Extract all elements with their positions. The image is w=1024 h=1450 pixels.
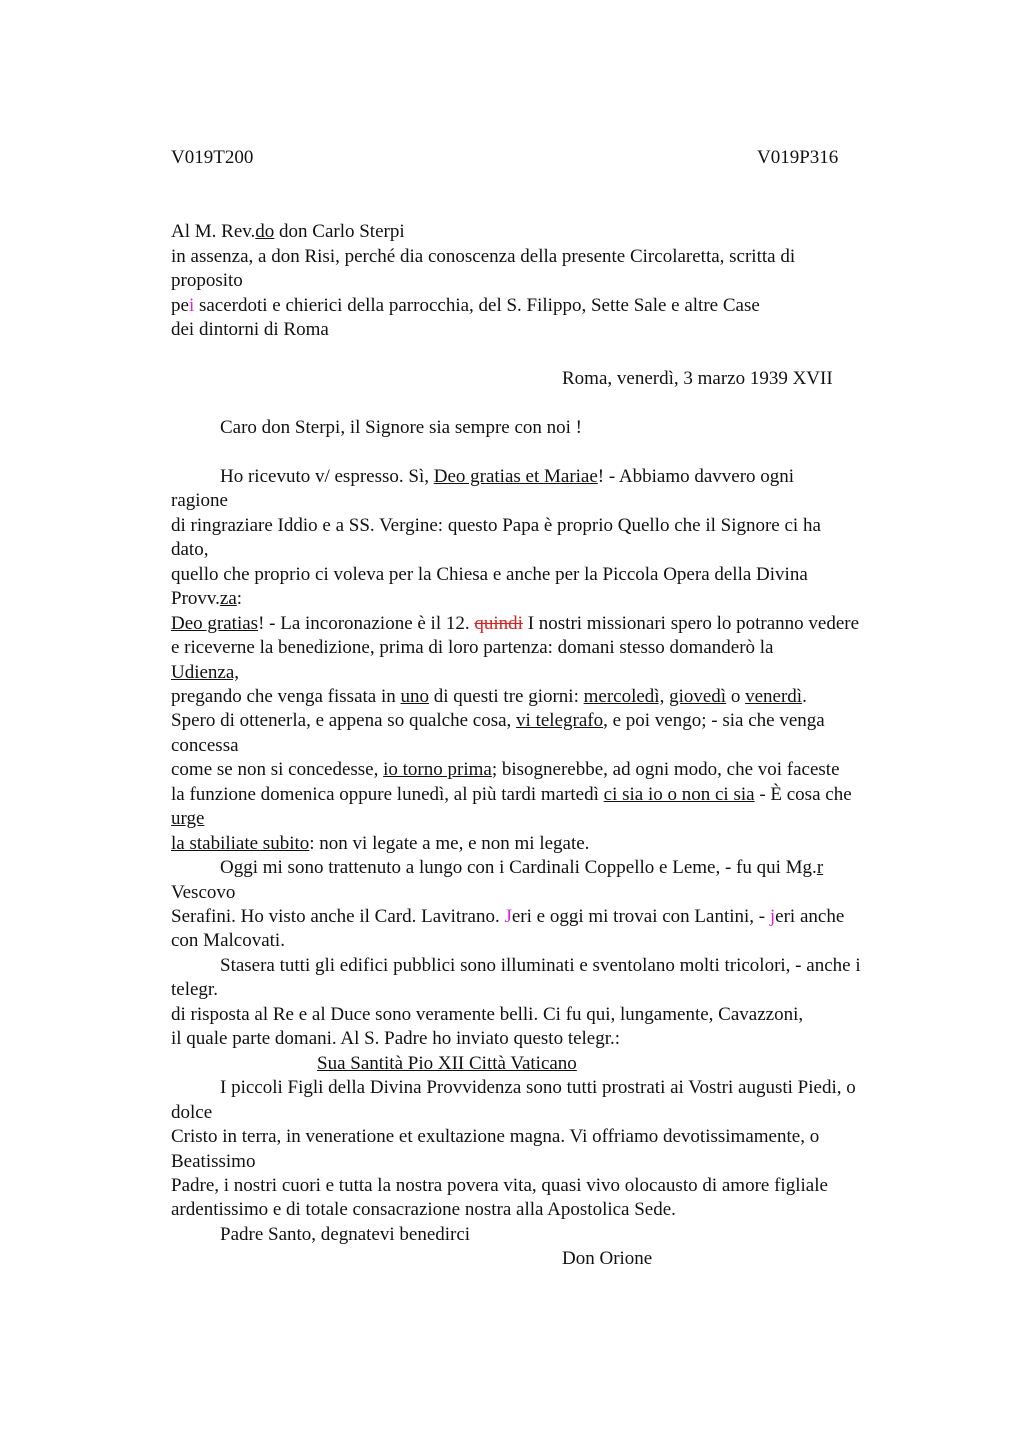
body-line: quello che proprio ci voleva per la Chiesa e anche per la Piccola Opera della Divina xyxy=(171,564,808,585)
greeting: Caro don Sterpi, il Signore sia sempre con noi ! xyxy=(220,417,582,438)
body-line: telegr. xyxy=(171,979,218,1000)
telegram-line: Cristo in terra, in veneratione et exultazione magna. Vi offriamo devotissimamente, o xyxy=(171,1126,820,1147)
body-line: Spero di ottenerla, e appena so qualche cosa, vi telegrafo, e poi vengo; - sia che venga xyxy=(171,710,825,731)
telegram-line: I piccoli Figli della Divina Provvidenza sono tutti prostrati ai Vostri augusti Piedi, o xyxy=(220,1077,856,1098)
document-code-right: V019P316 xyxy=(757,147,839,168)
body-line: di risposta al Re e al Duce sono veramente belli. Ci fu qui, lungamente, Cavazzoni, xyxy=(171,1004,804,1025)
address-line: pei sacerdoti e chierici della parrocchia, del S. Filippo, Sette Sale e altre Case xyxy=(171,295,760,316)
body-line: dato, xyxy=(171,539,209,560)
document-code-left: V019T200 xyxy=(171,147,254,168)
body-line: pregando che venga fissata in uno di questi tre giorni: mercoledì, giovedì o venerdì. xyxy=(171,686,807,707)
body-line: come se non si concedesse, io torno prima; bisognerebbe, ad ogni modo, che voi faceste xyxy=(171,759,840,780)
body-line: Serafini. Ho visto anche il Card. Lavitrano. Jeri e oggi mi trovai con Lantini, - jeri anche xyxy=(171,906,845,927)
body-line: Deo gratias! - La incoronazione è il 12. quindi I nostri missionari spero lo potranno vedere xyxy=(171,613,860,634)
body-line: Oggi mi sono trattenuto a lungo con i Cardinali Coppello e Leme, - fu qui Mg.r xyxy=(220,857,824,878)
address-line: Al M. Rev.do don Carlo Sterpi xyxy=(171,221,405,242)
body-line: Vescovo xyxy=(171,882,236,903)
telegram-line: Padre, i nostri cuori e tutta la nostra povera vita, quasi vivo olocausto di amore figliale xyxy=(171,1175,828,1196)
body-line: di ringraziare Iddio e a SS. Vergine: questo Papa è proprio Quello che il Signore ci ha xyxy=(171,515,821,536)
telegram-line: dolce xyxy=(171,1102,213,1123)
body-line: concessa xyxy=(171,735,239,756)
letter-date: Roma, venerdì, 3 marzo 1939 XVII xyxy=(562,368,833,389)
body-line: Ho ricevuto v/ espresso. Sì, Deo gratias et Mariae! - Abbiamo davvero ogni xyxy=(220,466,795,487)
telegram-line: Beatissimo xyxy=(171,1151,256,1172)
body-line: e riceverne la benedizione, prima di loro partenza: domani stesso domanderò la xyxy=(171,637,774,658)
signature: Don Orione xyxy=(562,1248,653,1269)
telegram-line: Padre Santo, degnatevi benedirci xyxy=(220,1224,471,1245)
address-line: dei dintorni di Roma xyxy=(171,319,329,340)
body-line: la stabiliate subito: non vi legate a me, e non mi legate. xyxy=(171,833,590,854)
body-line: Udienza, xyxy=(171,662,240,683)
body-line: urge xyxy=(171,808,205,829)
body-line: ragione xyxy=(171,490,228,511)
body-line: con Malcovati. xyxy=(171,930,285,951)
address-line: proposito xyxy=(171,270,243,291)
body-line: Provv.za: xyxy=(171,588,243,609)
body-line: Stasera tutti gli edifici pubblici sono illuminati e sventolano molti tricolori, - anche i xyxy=(220,955,861,976)
address-line: in assenza, a don Risi, perché dia conoscenza della presente Circolaretta, scritta di xyxy=(171,246,796,267)
telegram-line: ardentissimo e di totale consacrazione nostra alla Apostolica Sede. xyxy=(171,1199,676,1220)
body-line: il quale parte domani. Al S. Padre ho inviato questo telegr.: xyxy=(171,1028,621,1049)
telegram-address: Sua Santità Pio XII Città Vaticano xyxy=(317,1053,577,1074)
body-line: la funzione domenica oppure lunedì, al più tardi martedì ci sia io o non ci sia - È cosa che xyxy=(171,784,852,805)
